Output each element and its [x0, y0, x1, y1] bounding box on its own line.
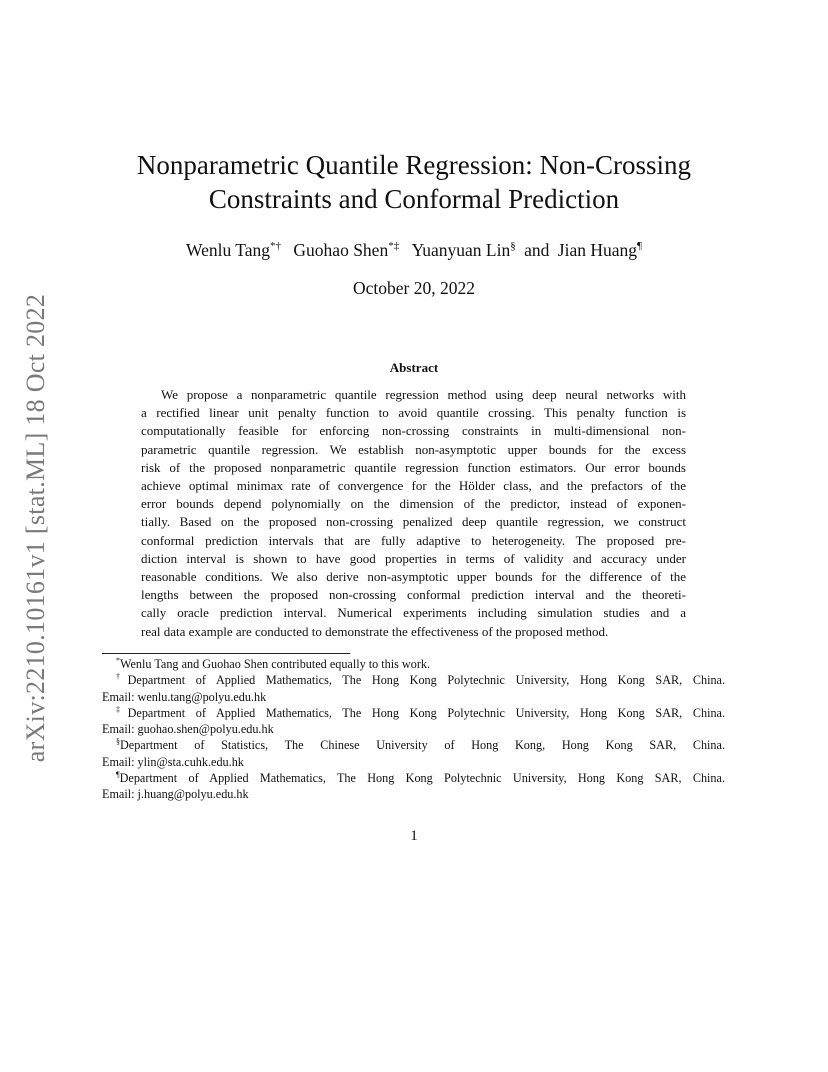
abstract-line: lengths between the proposed non-crossing conformal prediction interval and the theoreti-	[141, 587, 686, 603]
abstract-line: cally oracle prediction interval. Numerical experiments including simulation studies and a	[141, 605, 686, 621]
author-connector: and	[524, 240, 550, 260]
footnote-email[interactable]: Email: wenlu.tang@polyu.edu.hk	[102, 689, 267, 704]
footnote-text: Department of Applied Mathematics, The Hong Kong Polytechnic University, Hong Kong SAR, China.	[119, 771, 725, 786]
footnote-line	[102, 672, 725, 688]
page-number: 1	[410, 828, 418, 844]
publication-date: October 20, 2022	[353, 278, 475, 298]
arxiv-identifier[interactable]: arXiv:2210.10161v1 [stat.ML] 18 Oct 2022	[21, 293, 50, 763]
footnote-text: Department of Applied Mathematics, The Hong Kong Polytechnic University, Hong Kong SAR, China.	[127, 673, 725, 688]
arxiv-sidebar-stamp	[0, 0, 72, 1072]
abstract-line: error bounds depend polynomially on the dimension of the predictor, instead of exponen-	[141, 496, 686, 512]
abstract-line: conformal prediction intervals that are fully adaptive to heterogeneity. The proposed pre-	[141, 532, 686, 548]
author-footnote-mark[interactable]: *‡	[388, 240, 400, 252]
author-footnote-mark[interactable]: §	[510, 240, 516, 252]
author	[293, 240, 399, 260]
footnote	[102, 656, 725, 672]
abstract-line: We propose a nonparametric quantile regression method using deep neural networks with	[161, 387, 686, 402]
footnote-line	[102, 705, 725, 721]
footnote-mark: ¶	[116, 770, 120, 780]
author-footnote-mark[interactable]: ¶	[637, 240, 642, 252]
abstract-line: real data example are conducted to demonstrate the effectiveness of the proposed method.	[141, 623, 609, 639]
abstract-line: computationally feasible for enforcing non-crossing constraints in multi-dimensional non-	[141, 423, 686, 439]
author-name: Wenlu Tang	[186, 240, 271, 260]
paper-title	[80, 148, 748, 216]
abstract-line: a rectified linear unit penalty function to avoid quantile crossing. This penalty function is	[141, 405, 686, 421]
footnote-line	[102, 770, 725, 786]
footnote-mark: *	[116, 656, 120, 665]
title-line: Constraints and Conformal Prediction	[208, 184, 620, 214]
author-name: Guohao Shen	[293, 240, 389, 260]
abstract-line: reasonable conditions. We also derive non-asymptotic upper bounds for the difference of the	[141, 569, 686, 585]
footnote-email[interactable]: Email: guohao.shen@polyu.edu.hk	[102, 722, 274, 737]
footnotes	[102, 656, 725, 803]
footnote-text: Department of Applied Mathematics, The Hong Kong Polytechnic University, Hong Kong SAR, China.	[127, 705, 725, 720]
abstract-heading: Abstract	[389, 360, 439, 375]
author-name: Yuanyuan Lin	[411, 240, 511, 260]
author	[558, 240, 642, 260]
author	[186, 240, 281, 260]
footnote-text: Wenlu Tang and Guohao Shen contributed equally to this work.	[120, 657, 431, 671]
author-list	[80, 238, 748, 262]
footnote-mark: §	[116, 737, 120, 747]
footnote-mark: ‡	[116, 704, 128, 714]
footnote-email[interactable]: Email: ylin@sta.cuhk.edu.hk	[102, 754, 244, 769]
footnote	[102, 672, 725, 705]
footnote	[102, 737, 725, 770]
abstract-line: risk of the proposed nonparametric quantile regression function estimators. Our error bounds	[141, 459, 686, 475]
abstract-line: tially. Based on the proposed non-crossing penalized deep quantile regression, we construct	[141, 514, 686, 530]
footnote-line	[102, 737, 725, 753]
footnote-text: Department of Statistics, The Chinese University of Hong Kong, Hong Kong SAR, China.	[120, 738, 725, 753]
footnote-email[interactable]: Email: j.huang@polyu.edu.hk	[102, 787, 249, 802]
author	[412, 240, 516, 260]
author-footnote-mark[interactable]: *†	[270, 240, 282, 252]
footnote-separator	[102, 653, 350, 654]
footnote	[102, 705, 725, 738]
abstract-line: diction interval is shown to have good properties in terms of validity and accuracy under	[141, 550, 686, 566]
author-name: Jian Huang	[557, 240, 638, 260]
abstract-line: achieve optimal minimax rate of convergence for the Hölder class, and the prefactors of the	[141, 478, 686, 494]
footnote-line	[102, 656, 725, 672]
abstract-body	[141, 386, 686, 641]
footnote-mark: †	[116, 672, 128, 682]
title-line: Nonparametric Quantile Regression: Non-Crossing	[136, 150, 692, 180]
abstract-line: parametric quantile regression. We establish non-asymptotic upper bounds for the excess	[141, 441, 686, 457]
footnote	[102, 770, 725, 803]
